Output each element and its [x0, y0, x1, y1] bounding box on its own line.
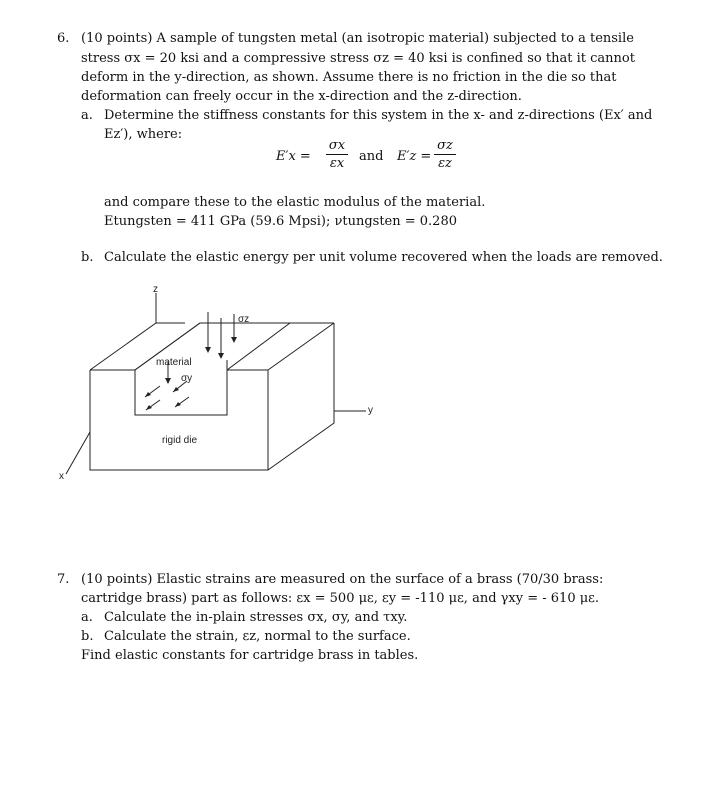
x-axis-label: x	[59, 471, 64, 482]
part-a-line-2: Ez′), where:	[104, 127, 183, 142]
problem-7-part-b-text: Calculate the strain, εz, normal to the surface.	[104, 629, 411, 644]
problem-7-part-a-letter: a.	[81, 610, 93, 625]
problem-6-line-2: stress σx = 20 ksi and a compressive stress σz = 40 ksi is confined so that it cannot	[81, 51, 635, 66]
sigma-y-label: σy	[181, 373, 193, 384]
y-axis-label: y	[368, 405, 373, 416]
material-label: material	[156, 357, 192, 368]
formula-ex-numerator: σx	[328, 138, 346, 153]
part-b-letter: b.	[81, 250, 94, 265]
formula-ez-numerator: σz	[437, 138, 453, 153]
problem-7-line-1: (10 points) Elastic strains are measured on the surface of a brass (70/30 brass:	[81, 572, 604, 587]
problem-7-footer: Find elastic constants for cartridge brass in tables.	[81, 648, 419, 663]
part-b-text: Calculate the elastic energy per unit volume recovered when the loads are removed.	[104, 250, 663, 265]
material-properties: Etungsten = 411 GPa (59.6 Mpsi); νtungsten = 0.280	[104, 214, 457, 229]
formula-ex-denominator: εx	[329, 156, 345, 171]
formula-ez-lhs: E′z =	[397, 149, 432, 164]
formula-ex-lhs: E′x =	[276, 149, 311, 164]
problem-6-line-1: (10 points) A sample of tungsten metal (an isotropic material) subjected to a tensile	[81, 31, 634, 46]
part-a-letter: a.	[81, 108, 93, 123]
problem-7-line-2: cartridge brass) part as follows: εx = 500 με, εy = -110 με, and γxy = - 610 με.	[81, 591, 600, 606]
problem-7-part-b-letter: b.	[81, 629, 94, 644]
rigid-die-label: rigid die	[162, 435, 198, 446]
part-a-line-1: Determine the stiffness constants for this system in the x- and z-directions (Ex′ and	[104, 108, 653, 123]
problem-6-number: 6.	[57, 31, 70, 46]
problem-7-number: 7.	[57, 572, 70, 587]
problem-7-part-a-text: Calculate the in-plain stresses σx, σy, and τxy.	[104, 610, 408, 625]
sigma-z-label: σz	[238, 314, 250, 325]
die-front-face	[90, 370, 268, 470]
die-right-side	[268, 323, 334, 470]
die-top-right	[268, 323, 334, 370]
z-axis-label: z	[153, 284, 158, 295]
problem-6-line-3: deform in the y-direction, as shown. Assume there is no friction in the die so that	[81, 70, 617, 85]
problem-6-line-4: deformation can freely occur in the x-direction and the z-direction.	[81, 89, 522, 104]
formula-ez-denominator: εz	[438, 156, 452, 171]
formula-and: and	[359, 149, 384, 164]
x-axis	[66, 432, 90, 474]
compare-line: and compare these to the elastic modulus of the material.	[104, 195, 486, 210]
